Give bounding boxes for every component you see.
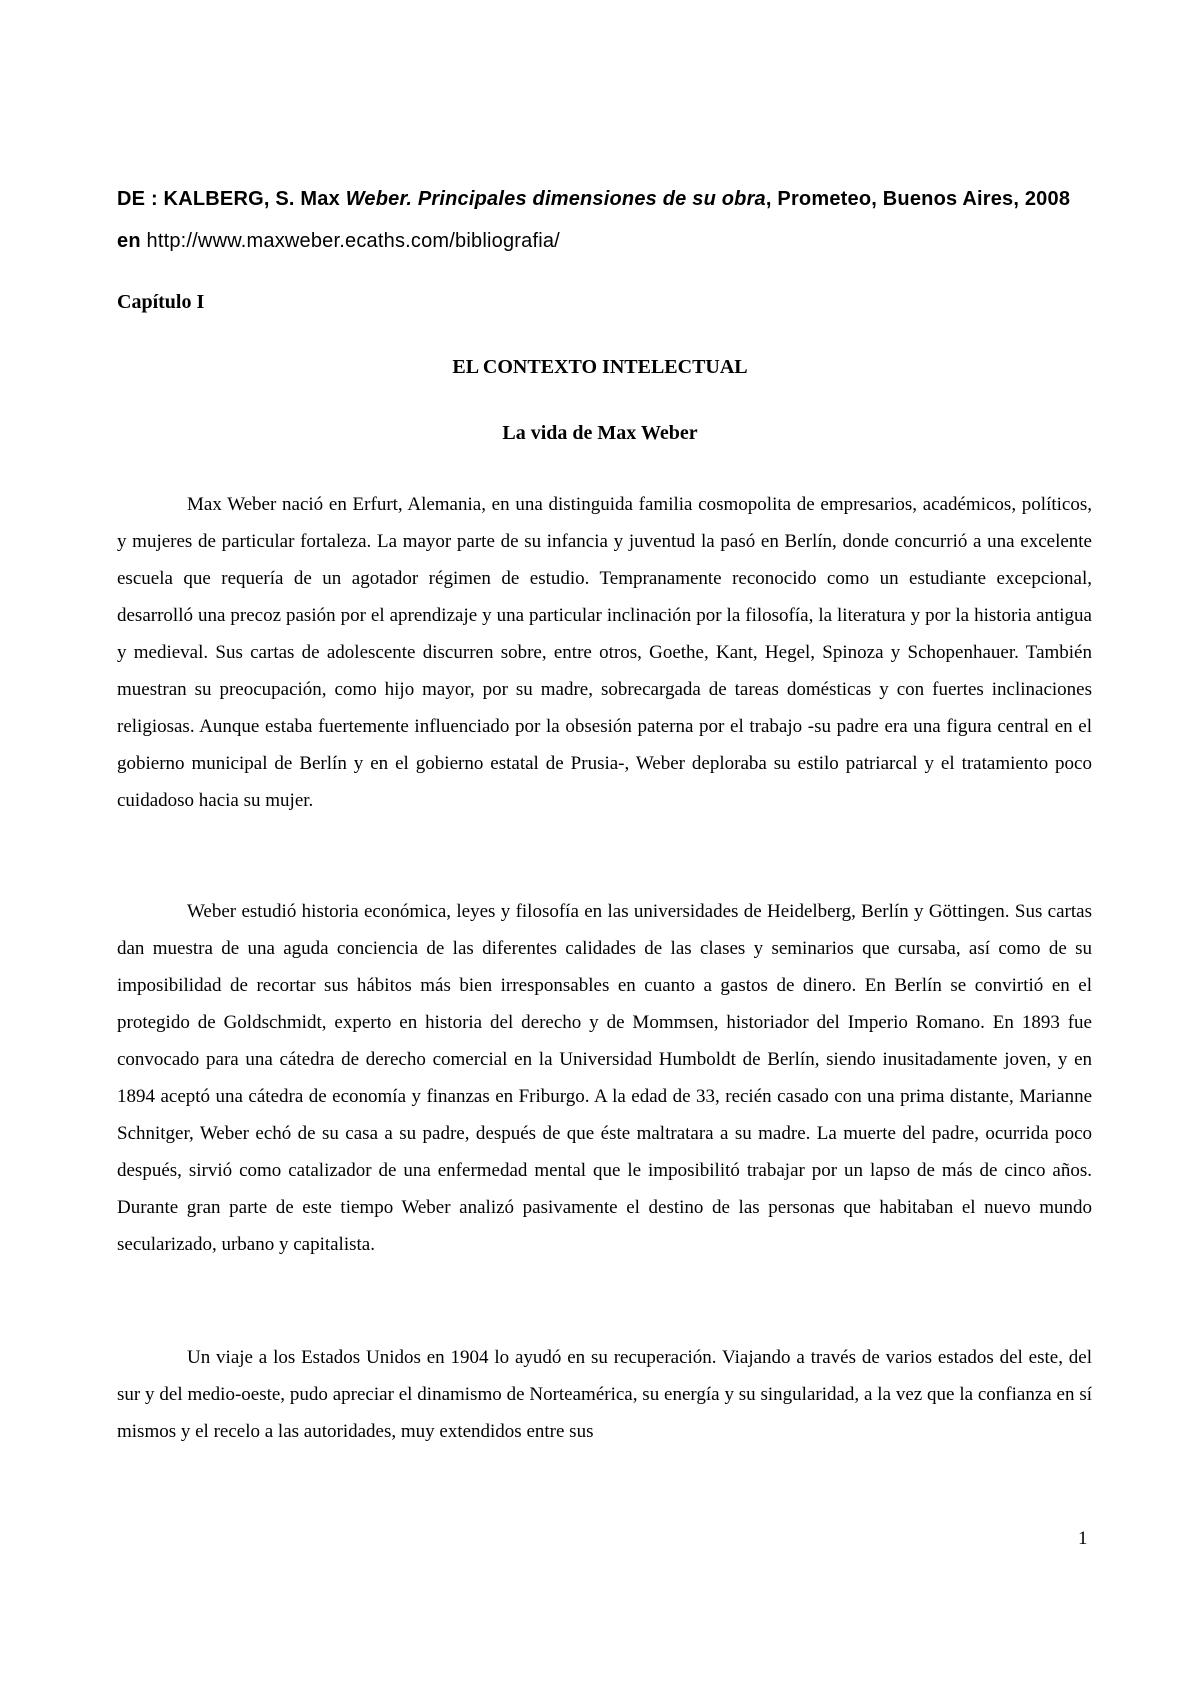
paragraph-2 bbox=[117, 893, 1092, 1263]
subsection-title: La vida de Max Weber bbox=[502, 422, 698, 444]
paragraph-text: Max Weber nació en Erfurt, Alemania, en una distinguida familia cosmopolita de empresarios, académicos, políticos, y mujeres de particular fortaleza. La mayor parte de su infancia y juventud la pasó en Berlín, donde concurrió a una excelente escuela que requería de un agotador régimen de estudio. Tempranamente reconocido como un estudiante excepcional, desarrolló una precoz pasión por el aprendizaje y una particular inclinación por la filosofía, la literatura y por la historia antigua y medieval. Sus cartas de adolescente discurren sobre, entre otros, Goethe, Kant, Hegel, Spinoza y Schopenhauer. También muestran su preocupación, como hijo mayor, por su madre, sobrecargada de tareas domésticas y con fuertes inclinaciones religiosas. Aunque estaba fuertemente influenciado por la obsesión paterna por el trabajo -su padre era una figura central en el gobierno municipal de Berlín y en el gobierno estatal de Prusia-, Weber deploraba su estilo patriarcal y el tratamiento poco cuidadoso hacia su mujer. bbox=[117, 494, 1092, 811]
paragraph-text: Un viaje a los Estados Unidos en 1904 lo ayudó en su recuperación. Viajando a través de varios estados del este, del sur y del medio-oeste, pudo apreciar el dinamismo de Norteamérica, su energía y su singularidad, a la vez que la confianza en sí mismos y el recelo a las autoridades, muy extendidos entre sus bbox=[117, 1347, 1092, 1442]
paragraph-1 bbox=[117, 486, 1092, 819]
bibliographic-reference bbox=[117, 178, 1092, 262]
section-title: EL CONTEXTO INTELECTUAL bbox=[452, 356, 748, 378]
page-number: 1 bbox=[1078, 1528, 1088, 1549]
reference-url[interactable]: http://www.maxweber.ecaths.com/bibliografia/ bbox=[146, 230, 560, 252]
reference-title: Weber. Principales dimensiones de su obra bbox=[345, 188, 766, 210]
reference-prefix: DE : KALBERG, S. Max bbox=[117, 188, 346, 210]
chapter-heading: Capítulo I bbox=[117, 291, 205, 313]
paragraph-3 bbox=[117, 1339, 1092, 1450]
paragraph-text: Weber estudió historia económica, leyes y filosofía en las universidades de Heidelberg, Berlín y Göttingen. Sus cartas dan muestra de una aguda conciencia de las diferentes calidades de las clases y seminarios que cursaba, así como de su imposibilidad de recortar sus hábitos más bien irresponsables en cuanto a gastos de dinero. En Berlín se convirtió en el protegido de Goldschmidt, experto en historia del derecho y de Mommsen, historiador del Imperio Romano. En 1893 fue convocado para una cátedra de derecho comercial en la Universidad Humboldt de Berlín, siendo inusitadamente joven, y en 1894 aceptó una cátedra de economía y finanzas en Friburgo. A la edad de 33, recién casado con una prima distante, Marianne Schnitger, Weber echó de su casa a su padre, después de que éste maltratara a su madre. La muerte del padre, ocurrida poco después, sirvió como catalizador de una enfermedad mental que le imposibilitó trabajar por un lapso de más de cinco años. Durante gran parte de este tiempo Weber analizó pasivamente el destino de las personas que habitaban el nuevo mundo secularizado, urbano y capitalista. bbox=[117, 901, 1092, 1255]
reference-publisher: , Prometeo, Buenos Aires, 2008 en bbox=[117, 188, 1071, 252]
